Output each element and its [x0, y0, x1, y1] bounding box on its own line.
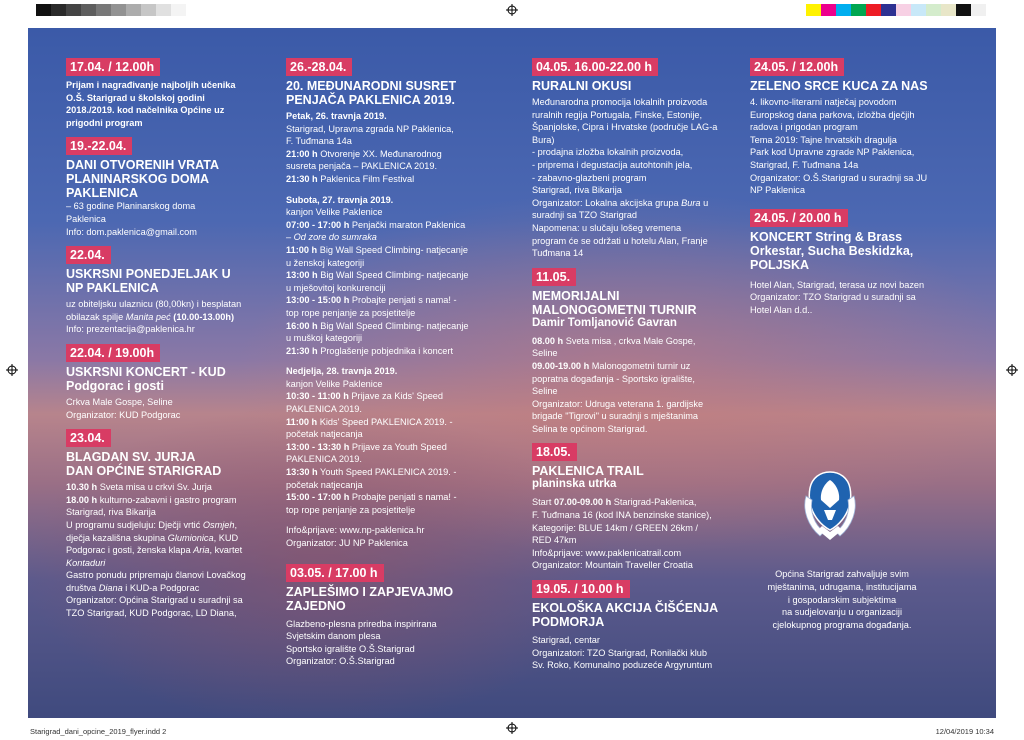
event-04-05 — [532, 58, 740, 260]
name: Diana — [98, 582, 123, 593]
text-line: PAKLENICA 2019. — [286, 454, 362, 465]
event-17-04 — [66, 58, 286, 129]
text-line — [66, 519, 286, 532]
event-title — [286, 585, 510, 613]
text-part: Prijave za Kids' Speed — [348, 391, 444, 402]
file-name-slug: Starigrad_dani_opcine_2019_flyer.indd 2 — [30, 727, 167, 736]
time: 21:30 h — [286, 345, 318, 356]
text-line: u ženskoj kategoriji — [286, 257, 365, 268]
text-line — [286, 294, 510, 307]
time: 13:00 - 15:00 h — [286, 295, 350, 306]
text-part: Big Wall Speed Climbing- natjecanje — [317, 244, 468, 255]
event-text — [532, 496, 740, 572]
text-line: F. Tuđmana 14a — [286, 136, 352, 147]
text-line: Prijam i nagrađivanje najboljih učenika — [66, 80, 236, 90]
text-line: top rope penjanje za posjetitelje — [286, 307, 416, 318]
title-line: 20. MEĐUNARODNI SUSRET — [286, 79, 457, 93]
text-line: Paklenica — [66, 213, 106, 224]
text-line: TZO Starigrad, KUD Podgorac, LD Diana, — [66, 608, 237, 619]
text-line: mještanima, udrugama, institucijama — [767, 581, 917, 592]
text-part: , KUD — [213, 532, 239, 543]
title-line: MEMORIJALNI — [532, 288, 620, 303]
text-line: Svjetskim danom plesa — [286, 631, 381, 642]
text-line: radova i prigodan program — [750, 122, 858, 133]
event-title — [286, 79, 510, 107]
text-line — [66, 311, 286, 324]
text-line — [66, 557, 286, 570]
text-line: Info: prezentacija@paklenica.hr — [66, 324, 195, 335]
text-line: Organizator: O.Š.Starigrad u suradnji sa JU — [750, 172, 928, 183]
text-line: Sv. Roko, Komunalno poduzeće Argyruntum — [532, 660, 713, 671]
text-line — [286, 466, 510, 479]
event-24-05 — [750, 58, 970, 197]
event-text — [286, 110, 510, 550]
text-line — [66, 544, 286, 557]
text-part: kulturno-zabavni i gastro program — [97, 494, 237, 505]
text-line: RED 47km — [532, 535, 577, 546]
text-line: Selina te općinom Starigrad. — [532, 423, 648, 434]
event-title — [66, 365, 286, 393]
text-line — [532, 335, 740, 348]
text-part: Start — [532, 497, 554, 508]
text-line: ruralnih regija Portugala, Finske, Estonije, — [532, 109, 703, 120]
print-date-slug: 12/04/2019 10:34 — [935, 727, 994, 736]
day-heading: Subota, 27. travnja 2019. — [286, 194, 394, 205]
name: Aria — [193, 545, 210, 556]
text-line: suradnji sa TZO Starigrad — [532, 210, 638, 221]
time: 21:30 h — [286, 173, 318, 184]
text-line: popratna događanja - Sportsko igralište, — [532, 373, 695, 384]
text-part: obilazak spilje — [66, 311, 126, 322]
text-line: Glazbeno-plesna priredba inspirirana — [286, 618, 437, 629]
title-line: EKOLOŠKA AKCIJA ČIŠĆENJA — [532, 601, 719, 616]
event-title — [66, 267, 286, 295]
text-line — [286, 390, 510, 403]
text-line: Starigrad, riva Bikarija — [532, 185, 622, 196]
text-part: Probajte penjati s nama! - — [349, 492, 457, 503]
column-2 — [286, 58, 510, 676]
date-tag: 03.05. / 17.00 h — [286, 564, 384, 582]
text-line: Organizator: Mountain Traveller Croatia — [532, 560, 693, 571]
text-part: Organizator: Lokalna akcijska grupa — [532, 197, 682, 208]
text-line: uz obiteljsku ulaznicu (80,00kn) i besplatan — [66, 299, 242, 310]
text-line: O.Š. Starigrad u školskoj godini — [66, 92, 205, 103]
time: 13:00 - 13:30 h — [286, 441, 350, 452]
text-line — [66, 582, 286, 595]
name: Kontaduri — [66, 557, 106, 568]
thank-you-note — [736, 568, 948, 632]
text-part: Big Wall Speed Climbing- natjecanje — [317, 270, 469, 281]
text-line: Europskog dana parkova, izložba dječjih — [750, 109, 915, 120]
event-text — [66, 396, 286, 421]
time: 21:00 h — [286, 148, 318, 159]
text-line: Starigrad, centar — [532, 635, 600, 646]
date-tag: 19.-22.04. — [66, 137, 132, 155]
date-tag: 18.05. — [532, 443, 577, 461]
date-tag: 24.05. / 12.00h — [750, 58, 844, 76]
time-range: (10.00-13.00h) — [170, 311, 235, 322]
text-line: Španjolske, Cipra i Hrvatske (područje LAG-a — [532, 122, 718, 133]
text-line: Hotel Alan d.d.. — [750, 304, 813, 315]
text-line: Bura) — [532, 134, 555, 145]
title-line: Orkestar, Sucha Beskidzka, — [750, 243, 914, 258]
text-line: Tuđmana 14 — [532, 248, 584, 259]
text-line: NP Paklenica — [750, 185, 805, 196]
text-line — [286, 416, 510, 429]
title-line: DANI OTVORENIH VRATA — [66, 158, 220, 173]
event-03-05 — [286, 564, 510, 668]
title-line: MALONOGOMETNI TURNIR — [532, 302, 697, 317]
text-line: Organizator: TZO Starigrad u suradnji sa — [750, 292, 916, 303]
time: 08.00 h — [532, 335, 564, 346]
text-line: i gospodarskim subjektima — [787, 594, 897, 605]
flyer-sheet — [28, 28, 996, 718]
column-4 — [750, 58, 970, 325]
time: 10.30 h — [66, 482, 98, 493]
text-line: Međunarodna promocija lokalnih proizvoda — [532, 97, 708, 107]
name: Glumionica — [167, 532, 214, 543]
text-line — [286, 173, 510, 186]
title-line: NP PAKLENICA — [66, 281, 159, 296]
text-line — [286, 231, 510, 244]
title-line: BLAGDAN SV. JURJA — [66, 450, 196, 465]
event-text — [286, 618, 510, 668]
date-tag: 11.05. — [532, 268, 576, 286]
text-line: Gastro ponudu pripremaju članovi Lovačkog — [66, 570, 246, 581]
text-part: u — [700, 197, 709, 208]
text-line: Organizator: Udruga veterana 1. gardijske — [532, 398, 704, 409]
text-line: 4. likovno-literarni natječaj povodom — [750, 97, 897, 107]
date-tag: 23.04. — [66, 429, 111, 447]
text-line: top rope penjanje za posjetitelje — [286, 504, 416, 515]
title-line: PLANINARSKOG DOMA — [66, 172, 210, 187]
title-line: USKRSNI KONCERT - KUD — [66, 364, 226, 379]
text-part: Probajte penjati s nama! - — [349, 295, 457, 306]
text-line: početak natjecanja — [286, 479, 363, 490]
text-line: - zabavno-glazbeni program — [532, 172, 647, 183]
text-line — [286, 491, 510, 504]
date-tag: 19.05. / 10.00 h — [532, 580, 630, 598]
text-line: Info&prijave: www.np-paklenica.hr — [286, 525, 425, 536]
date-tag: 17.04. / 12.00h — [66, 58, 160, 76]
title-line: POLJSKA — [750, 257, 810, 272]
text-line: F. Tuđmana 16 (kod INA benzinske stanice), — [532, 510, 712, 521]
text-part: Proglašenje pobjednika i koncert — [317, 345, 454, 356]
event-23-04 — [66, 429, 286, 620]
text-line: – 63 godine Planinarskog doma — [66, 201, 196, 212]
event-18-05 — [532, 443, 740, 572]
text-line — [286, 320, 510, 333]
event-text — [66, 298, 286, 336]
date-tag: 22.04. — [66, 246, 111, 264]
municipality-crest-icon — [802, 466, 858, 546]
text-part: Podgorac i gosti, ženska klapa — [66, 545, 194, 556]
text-part: Big Wall Speed Climbing- natjecanje — [317, 320, 469, 331]
time: 13:00 h — [286, 270, 318, 281]
text-line: - prodajna izložba lokalnih proizvoda, — [532, 147, 684, 158]
text-part: – Od zore do sumraka — [286, 232, 377, 243]
text-line — [66, 532, 286, 545]
text-part: Penjački maraton Paklenica — [349, 219, 466, 230]
cave-name: Manita peć — [125, 311, 171, 322]
text-line: na sudjelovanju u organizaciji — [781, 607, 903, 618]
event-text — [532, 634, 740, 672]
text-line: prigodni program — [66, 117, 143, 128]
text-part: Prijave za Youth Speed — [349, 441, 447, 452]
event-26-28-04 — [286, 58, 510, 550]
text-part: , kvartet — [209, 545, 243, 556]
name: Osmjeh — [202, 519, 235, 530]
time: 07.00-09.00 h — [553, 497, 612, 508]
text-part: U programu sudjeluju: Dječji vrtić — [66, 519, 203, 530]
event-text — [66, 200, 286, 238]
text-line: Starigrad, riva Bikarija — [66, 507, 156, 518]
text-line: u muškoj kategoriji — [286, 333, 363, 344]
time: 16:00 h — [286, 320, 318, 331]
title-line: ZAPLEŠIMO I ZAPJEVAJMO — [286, 584, 454, 599]
title-line: RURALNI OKUSI — [532, 79, 632, 93]
title-line: PAKLENICA — [66, 186, 138, 201]
text-part: dječja kazališna skupina — [66, 532, 168, 543]
text-line: Info: dom.paklenica@gmail.com — [66, 226, 197, 237]
title-line: DAN OPĆINE STARIGRAD — [66, 464, 222, 479]
column-1 — [66, 58, 286, 628]
text-line: Napomena: u slučaju lošeg vremena — [532, 222, 682, 233]
event-title — [532, 464, 740, 478]
text-line: brigade "Tigrovi" u suradnji s mještanima — [532, 411, 699, 422]
registration-mark-icon — [1006, 364, 1018, 376]
text-part: Starigrad-Paklenica, — [611, 497, 697, 508]
time: 10:30 - 11:00 h — [286, 391, 349, 402]
event-text — [532, 335, 740, 436]
text-part: Kids' Speed PAKLENICA 2019. - — [317, 416, 453, 427]
event-title — [532, 289, 740, 317]
color-bar-right — [806, 4, 986, 16]
event-subtitle: Damir Tomljanović Gavran — [532, 316, 677, 329]
registration-mark-icon — [506, 722, 518, 734]
text-line: u mješovitoj konkurenciji — [286, 282, 386, 293]
event-19-05 — [532, 580, 740, 672]
text-line: cjelokupnog programa događanja. — [772, 620, 912, 631]
text-line: Općina Starigrad zahvaljuje svim — [775, 569, 909, 579]
text-line: PAKLENICA 2019. — [286, 404, 362, 415]
text-line: Organizator: JU NP Paklenica — [286, 538, 408, 548]
text-line: Organizatori: TZO Starigrad, Ronilački klub — [532, 647, 707, 658]
text-line: kanjon Velike Paklenice — [286, 207, 383, 218]
text-line — [532, 496, 740, 509]
text-part: Youth Speed PAKLENICA 2019. - — [317, 467, 457, 478]
color-bar-left — [36, 4, 186, 16]
date-tag: 04.05. 16.00-22.00 h — [532, 58, 658, 76]
text-line: Organizator: Općina Starigrad u suradnji sa — [66, 595, 243, 606]
text-line: Hotel Alan, Starigrad, terasa uz novi bazen — [750, 279, 925, 290]
text-line — [286, 219, 510, 232]
text-line: Seline — [532, 348, 558, 359]
event-title — [750, 230, 970, 272]
event-text — [66, 481, 286, 620]
text-line: Starigrad, Upravna zgrada NP Paklenica, — [286, 123, 454, 134]
time: 07:00 - 17:00 h — [286, 219, 350, 230]
event-title — [532, 601, 740, 629]
text-part: Sveta misa u crkvi Sv. Jurja — [97, 482, 212, 493]
event-title — [66, 158, 286, 200]
date-tag: 22.04. / 19.00h — [66, 344, 160, 362]
name: Bura — [681, 197, 701, 208]
text-part: Otvorenje XX. Međunarodnog — [317, 148, 442, 159]
text-line — [66, 481, 286, 494]
title-line: KONCERT String & Brass — [750, 229, 903, 244]
text-part: , — [234, 519, 238, 530]
text-part: Paklenica Film Festival — [317, 173, 415, 184]
text-line — [532, 197, 740, 210]
text-line: program će se održati u hotelu Alan, Franje — [532, 235, 708, 246]
text-line: kanjon Velike Paklenice — [286, 378, 383, 389]
event-22-04 — [66, 246, 286, 336]
column-3 — [532, 58, 740, 680]
event-subtitle: planinska utrka — [532, 478, 617, 491]
event-22-04-koncert — [66, 344, 286, 421]
time: 13:30 h — [286, 467, 318, 478]
text-line: Seline — [532, 386, 558, 397]
text-line: - priprema i degustacija autohtonih jela, — [532, 159, 693, 170]
title-line: PODMORJA — [532, 615, 605, 630]
text-line — [532, 360, 740, 373]
text-line: 2018./2019. kod načelnika Općine uz — [66, 105, 225, 116]
time: 11:00 h — [286, 416, 318, 427]
text-line — [286, 244, 510, 257]
registration-mark-icon — [6, 364, 18, 376]
text-line: Park kod Upravne zgrade NP Paklenica, — [750, 147, 915, 158]
time: 11:00 h — [286, 244, 318, 255]
text-line: Kategorije: BLUE 14km / GREEN 26km / — [532, 522, 698, 533]
event-text — [750, 96, 970, 197]
event-title — [66, 450, 286, 478]
title-line: PENJAČA PAKLENICA 2019. — [286, 93, 456, 107]
event-11-05 — [532, 268, 740, 436]
text-part: društva — [66, 582, 99, 593]
text-line: Tema 2019: Tajne hrvatskih dragulja — [750, 134, 897, 145]
title-line: Podgorac i gosti — [66, 378, 164, 393]
title-line: USKRSNI PONEDJELJAK U — [66, 267, 231, 282]
text-line: Crkva Male Gospe, Seline — [66, 396, 173, 407]
event-title — [750, 79, 970, 93]
text-part: i KUD-a Podgorac — [122, 582, 200, 593]
text-line: Organizator: KUD Podgorac — [66, 409, 181, 420]
text-line — [286, 148, 510, 161]
text-line: Organizator: O.Š.Starigrad — [286, 656, 395, 667]
title-line: ZAJEDNO — [286, 598, 346, 613]
event-text — [532, 96, 740, 260]
day-heading: Nedjelja, 28. travnja 2019. — [286, 366, 398, 377]
time: 18.00 h — [66, 494, 98, 505]
text-line — [286, 345, 510, 358]
text-line: susreta penjača – PAKLENICA 2019. — [286, 161, 438, 172]
text-line: početak natjecanja — [286, 429, 363, 440]
text-part: Malonogometni turnir uz — [589, 360, 691, 371]
text-line — [286, 441, 510, 454]
day-heading: Petak, 26. travnja 2019. — [286, 111, 387, 121]
text-line: Starigrad, F. Tuđmana 14a — [750, 159, 859, 170]
date-tag: 24.05. / 20.00 h — [750, 209, 848, 227]
time: 09.00-19.00 h — [532, 360, 590, 371]
event-24-05-koncert — [750, 209, 970, 317]
title-line: PAKLENICA TRAIL — [532, 464, 644, 479]
text-line — [66, 494, 286, 507]
event-text — [750, 279, 970, 317]
event-19-22-04 — [66, 137, 286, 238]
text-line: Sportsko igralište O.Š.Starigrad — [286, 643, 415, 654]
text-line: Info&prijave: www.paklenicatrail.com — [532, 547, 682, 558]
event-title — [532, 79, 740, 93]
time: 15:00 - 17:00 h — [286, 492, 350, 503]
text-line — [286, 269, 510, 282]
event-text — [66, 79, 286, 129]
text-part: Sveta misa , crkva Male Gospe, — [563, 335, 696, 346]
registration-mark-icon — [506, 4, 518, 16]
date-tag: 26.-28.04. — [286, 58, 352, 76]
title-line: ZELENO SRCE KUCA ZA NAS — [750, 79, 928, 93]
